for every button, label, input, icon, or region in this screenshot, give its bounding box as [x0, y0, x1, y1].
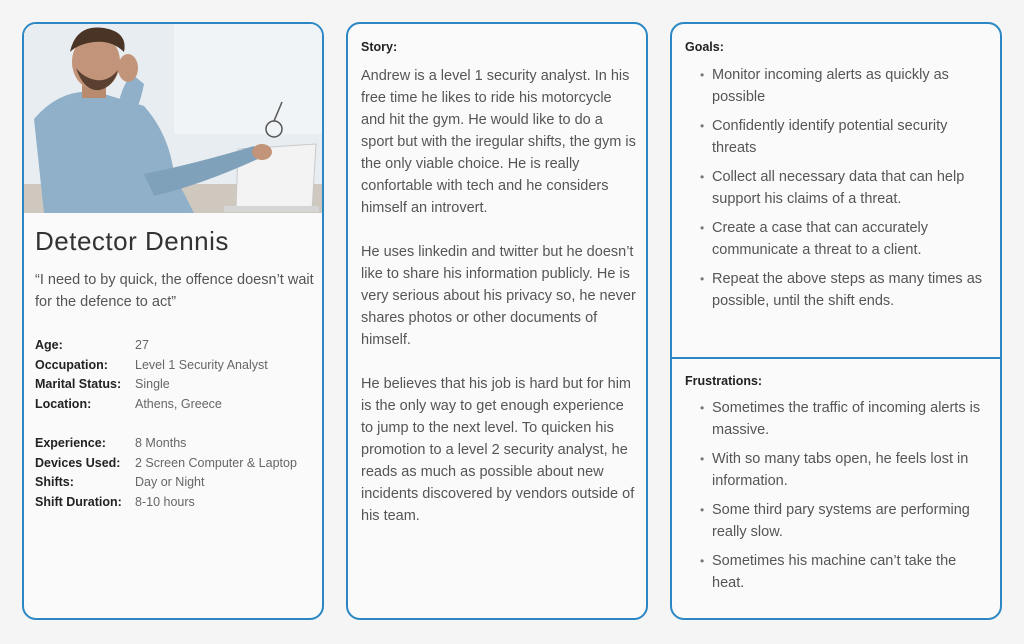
goals-frustrations-card: [670, 22, 1002, 620]
frustration-item: [700, 397, 990, 441]
story-text: [361, 65, 639, 549]
goal-item: [700, 166, 990, 210]
info-label: Experience:: [35, 436, 106, 450]
info-label: Shift Duration:: [35, 494, 122, 509]
work-details-group: [35, 434, 320, 512]
goals-list: [700, 64, 990, 319]
persona-photo: [24, 24, 322, 213]
bullet-icon: •: [700, 401, 705, 415]
goal-text: Repeat the above steps as many times as possible, until the shift ends.: [712, 271, 983, 309]
info-label: Age:: [35, 338, 63, 352]
info-value: Athens, Greece: [135, 396, 222, 411]
info-value: Single: [135, 377, 170, 391]
frustrations-label: Frustrations:: [685, 374, 763, 388]
goal-text: Monitor incoming alerts as quickly as possible: [712, 67, 949, 105]
bullet-icon: •: [700, 272, 705, 286]
info-row-location: [35, 395, 320, 415]
info-label: Marital Status:: [35, 377, 122, 391]
bullet-icon: •: [700, 452, 705, 466]
info-label: Shifts:: [35, 475, 74, 489]
bullet-icon: •: [700, 554, 705, 568]
info-row-experience: [35, 434, 320, 454]
frustration-item: [700, 448, 990, 492]
profile-card: [22, 22, 324, 620]
info-value: 27: [135, 338, 149, 352]
info-row-marital-status: [35, 375, 320, 395]
demographics-group: [35, 336, 320, 414]
info-value: Level 1 Security Analyst: [135, 357, 268, 372]
info-value: 8-10 hours: [135, 494, 195, 509]
info-value: 2 Screen Computer & Laptop: [135, 455, 297, 470]
info-row-devices-used: [35, 454, 320, 474]
goal-item: [700, 64, 990, 108]
bullet-icon: •: [700, 119, 705, 133]
info-label: Occupation:: [35, 357, 108, 372]
frustrations-list: [700, 397, 990, 601]
bullet-icon: •: [700, 170, 705, 184]
info-row-shift-duration: [35, 493, 320, 513]
bullet-icon: •: [700, 68, 705, 82]
goal-text: Create a case that can accurately communicate a threat to a client.: [712, 220, 929, 258]
info-row-shifts: [35, 473, 320, 493]
frustration-item: [700, 499, 990, 543]
persona-name: Detector Dennis: [35, 226, 229, 256]
story-paragraph: Andrew is a level 1 security analyst. In his free time he likes to ride his motorcycle and hit the gym. He would like to do a sport but with the iregular shifts, the gym is the only viable choice. He is really confortable with tech and he considers himself an introvert.: [361, 68, 636, 216]
frustration-text: Sometimes his machine can’t take the heat.: [712, 553, 957, 591]
bullet-icon: •: [700, 221, 705, 235]
persona-quote: “I need to by quick, the offence doesn’t wait for the defence to act”: [35, 272, 314, 310]
goal-item: [700, 268, 990, 312]
goal-text: Collect all necessary data that can help support his claims of a threat.: [712, 169, 965, 207]
frustration-text: With so many tabs open, he feels lost in information.: [712, 451, 969, 489]
goal-text: Confidently identify potential security threats: [712, 118, 948, 156]
story-paragraph: He uses linkedin and twitter but he doesn’t like to share his information publicly. He is very serious about his privacy so, he never shares photos or other documents of himself.: [361, 244, 636, 348]
goals-panel: [672, 24, 1000, 359]
info-row-age: [35, 336, 320, 356]
goal-item: [700, 217, 990, 261]
bullet-icon: •: [700, 503, 705, 517]
goal-item: [700, 115, 990, 159]
story-paragraph: He believes that his job is hard but for him is the only way to get enough experience to jump to the next level. To quicken his promotion to a level 2 security analyst, he reads as much as possible about new incidents discovered by vendors outside of his team.: [361, 376, 635, 524]
goals-label: Goals:: [685, 40, 724, 54]
info-value: Day or Night: [135, 475, 205, 489]
info-value: 8 Months: [135, 436, 187, 450]
frustration-text: Some third pary systems are performing really slow.: [712, 502, 970, 540]
story-card: [346, 22, 648, 620]
info-label: Location:: [35, 396, 92, 411]
info-label: Devices Used:: [35, 455, 121, 470]
frustration-item: [700, 550, 990, 594]
frustration-text: Sometimes the traffic of incoming alerts is massive.: [712, 400, 981, 438]
info-row-occupation: [35, 356, 320, 376]
story-label: Story:: [361, 40, 398, 54]
